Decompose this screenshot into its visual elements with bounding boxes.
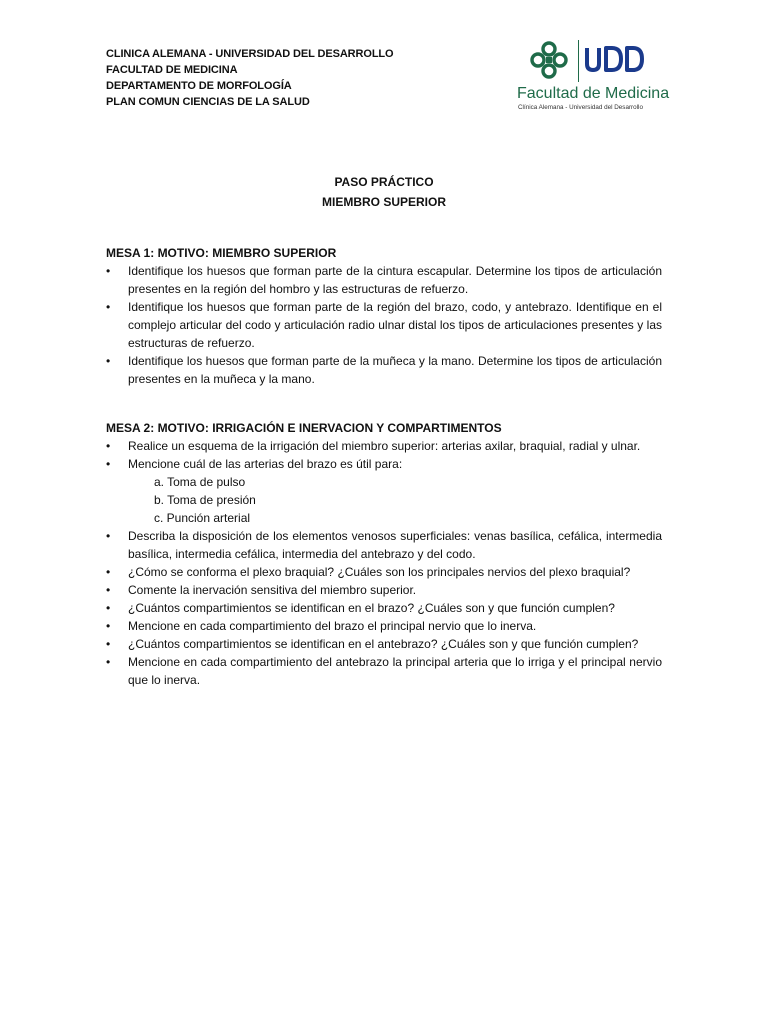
sublist-item: b. Toma de presión — [154, 493, 256, 507]
list-item — [106, 455, 662, 527]
medical-cross-logo-icon — [529, 40, 569, 80]
mesa-1-section — [106, 244, 662, 388]
logo-subtitle: Clínica Alemana - Universidad del Desarrollo — [518, 104, 643, 111]
mesa-1-heading: MESA 1: MOTIVO: MIEMBRO SUPERIOR — [106, 246, 337, 260]
udd-wordmark-logo — [583, 44, 645, 74]
header-line-faculty: FACULTAD DE MEDICINA — [106, 64, 238, 76]
artery-use-sublist — [128, 473, 662, 527]
list-item: • Mencione en cada compartimiento del brazo el principal nervio que lo inerva. — [106, 617, 662, 635]
list-item: • ¿Cuántos compartimientos se identifican en el brazo? ¿Cuáles son y que función cumplen? — [106, 599, 662, 617]
header-line-plan: PLAN COMUN CIENCIAS DE LA SALUD — [106, 96, 310, 108]
list-item-text: Mencione cuál de las arterias del brazo es útil para: — [128, 457, 403, 471]
mesa-1-list — [106, 262, 662, 388]
institution-header — [106, 46, 486, 110]
title-line-1: PASO PRÁCTICO — [334, 175, 434, 189]
logo-title: Facultad de Medicina — [517, 85, 670, 102]
sublist-item: a. Toma de pulso — [154, 475, 246, 489]
mesa-2-heading: MESA 2: MOTIVO: IRRIGACIÓN E INERVACION Y COMPARTIMENTOS — [106, 421, 502, 435]
list-item: • Mencione en cada compartimiento del antebrazo la principal arteria que lo irriga y el principal nervio que lo inerva. — [106, 653, 662, 689]
title-line-2: MIEMBRO SUPERIOR — [321, 195, 446, 209]
list-item: • Identifique los huesos que forman parte de la cintura escapular. Determine los tipos de articulación presentes en la región del hombro y las estructuras de refuerzo. — [106, 262, 662, 298]
list-item: • Realice un esquema de la irrigación del miembro superior: arterias axilar, braquial, radial y ulnar. — [106, 437, 662, 455]
list-item: • ¿Cuántos compartimientos se identifican en el antebrazo? ¿Cuáles son y que función cumplen? — [106, 635, 662, 653]
mesa-2-list — [106, 437, 662, 689]
list-item: • Comente la inervación sensitiva del miembro superior. — [106, 581, 662, 599]
list-item: • Identifique los huesos que forman parte de la región del brazo, codo, y antebrazo. Identifique en el complejo articular del codo y articulación radio ulnar distal los tipos de articulaciones presentes y las estructuras de refuerzo. — [106, 298, 662, 352]
logo-divider — [578, 40, 579, 82]
faculty-logo — [517, 38, 670, 114]
sublist-item: c. Punción arterial — [154, 511, 251, 525]
list-item: • ¿Cómo se conforma el plexo braquial? ¿Cuáles son los principales nervios del plexo braquial? — [106, 563, 662, 581]
mesa-2-section — [106, 419, 662, 689]
header-line-department: DEPARTAMENTO DE MORFOLOGÍA — [106, 80, 292, 92]
header-line-institution: CLINICA ALEMANA - UNIVERSIDAD DEL DESARROLLO — [106, 48, 394, 60]
list-item: • Describa la disposición de los elementos venosos superficiales: venas basílica, cefálica, intermedia basílica, intermedia cefálica, intermedia del antebrazo y del codo. — [106, 527, 662, 563]
list-item: • Identifique los huesos que forman parte de la muñeca y la mano. Determine los tipos de articulación presentes en la muñeca y la mano. — [106, 352, 662, 388]
